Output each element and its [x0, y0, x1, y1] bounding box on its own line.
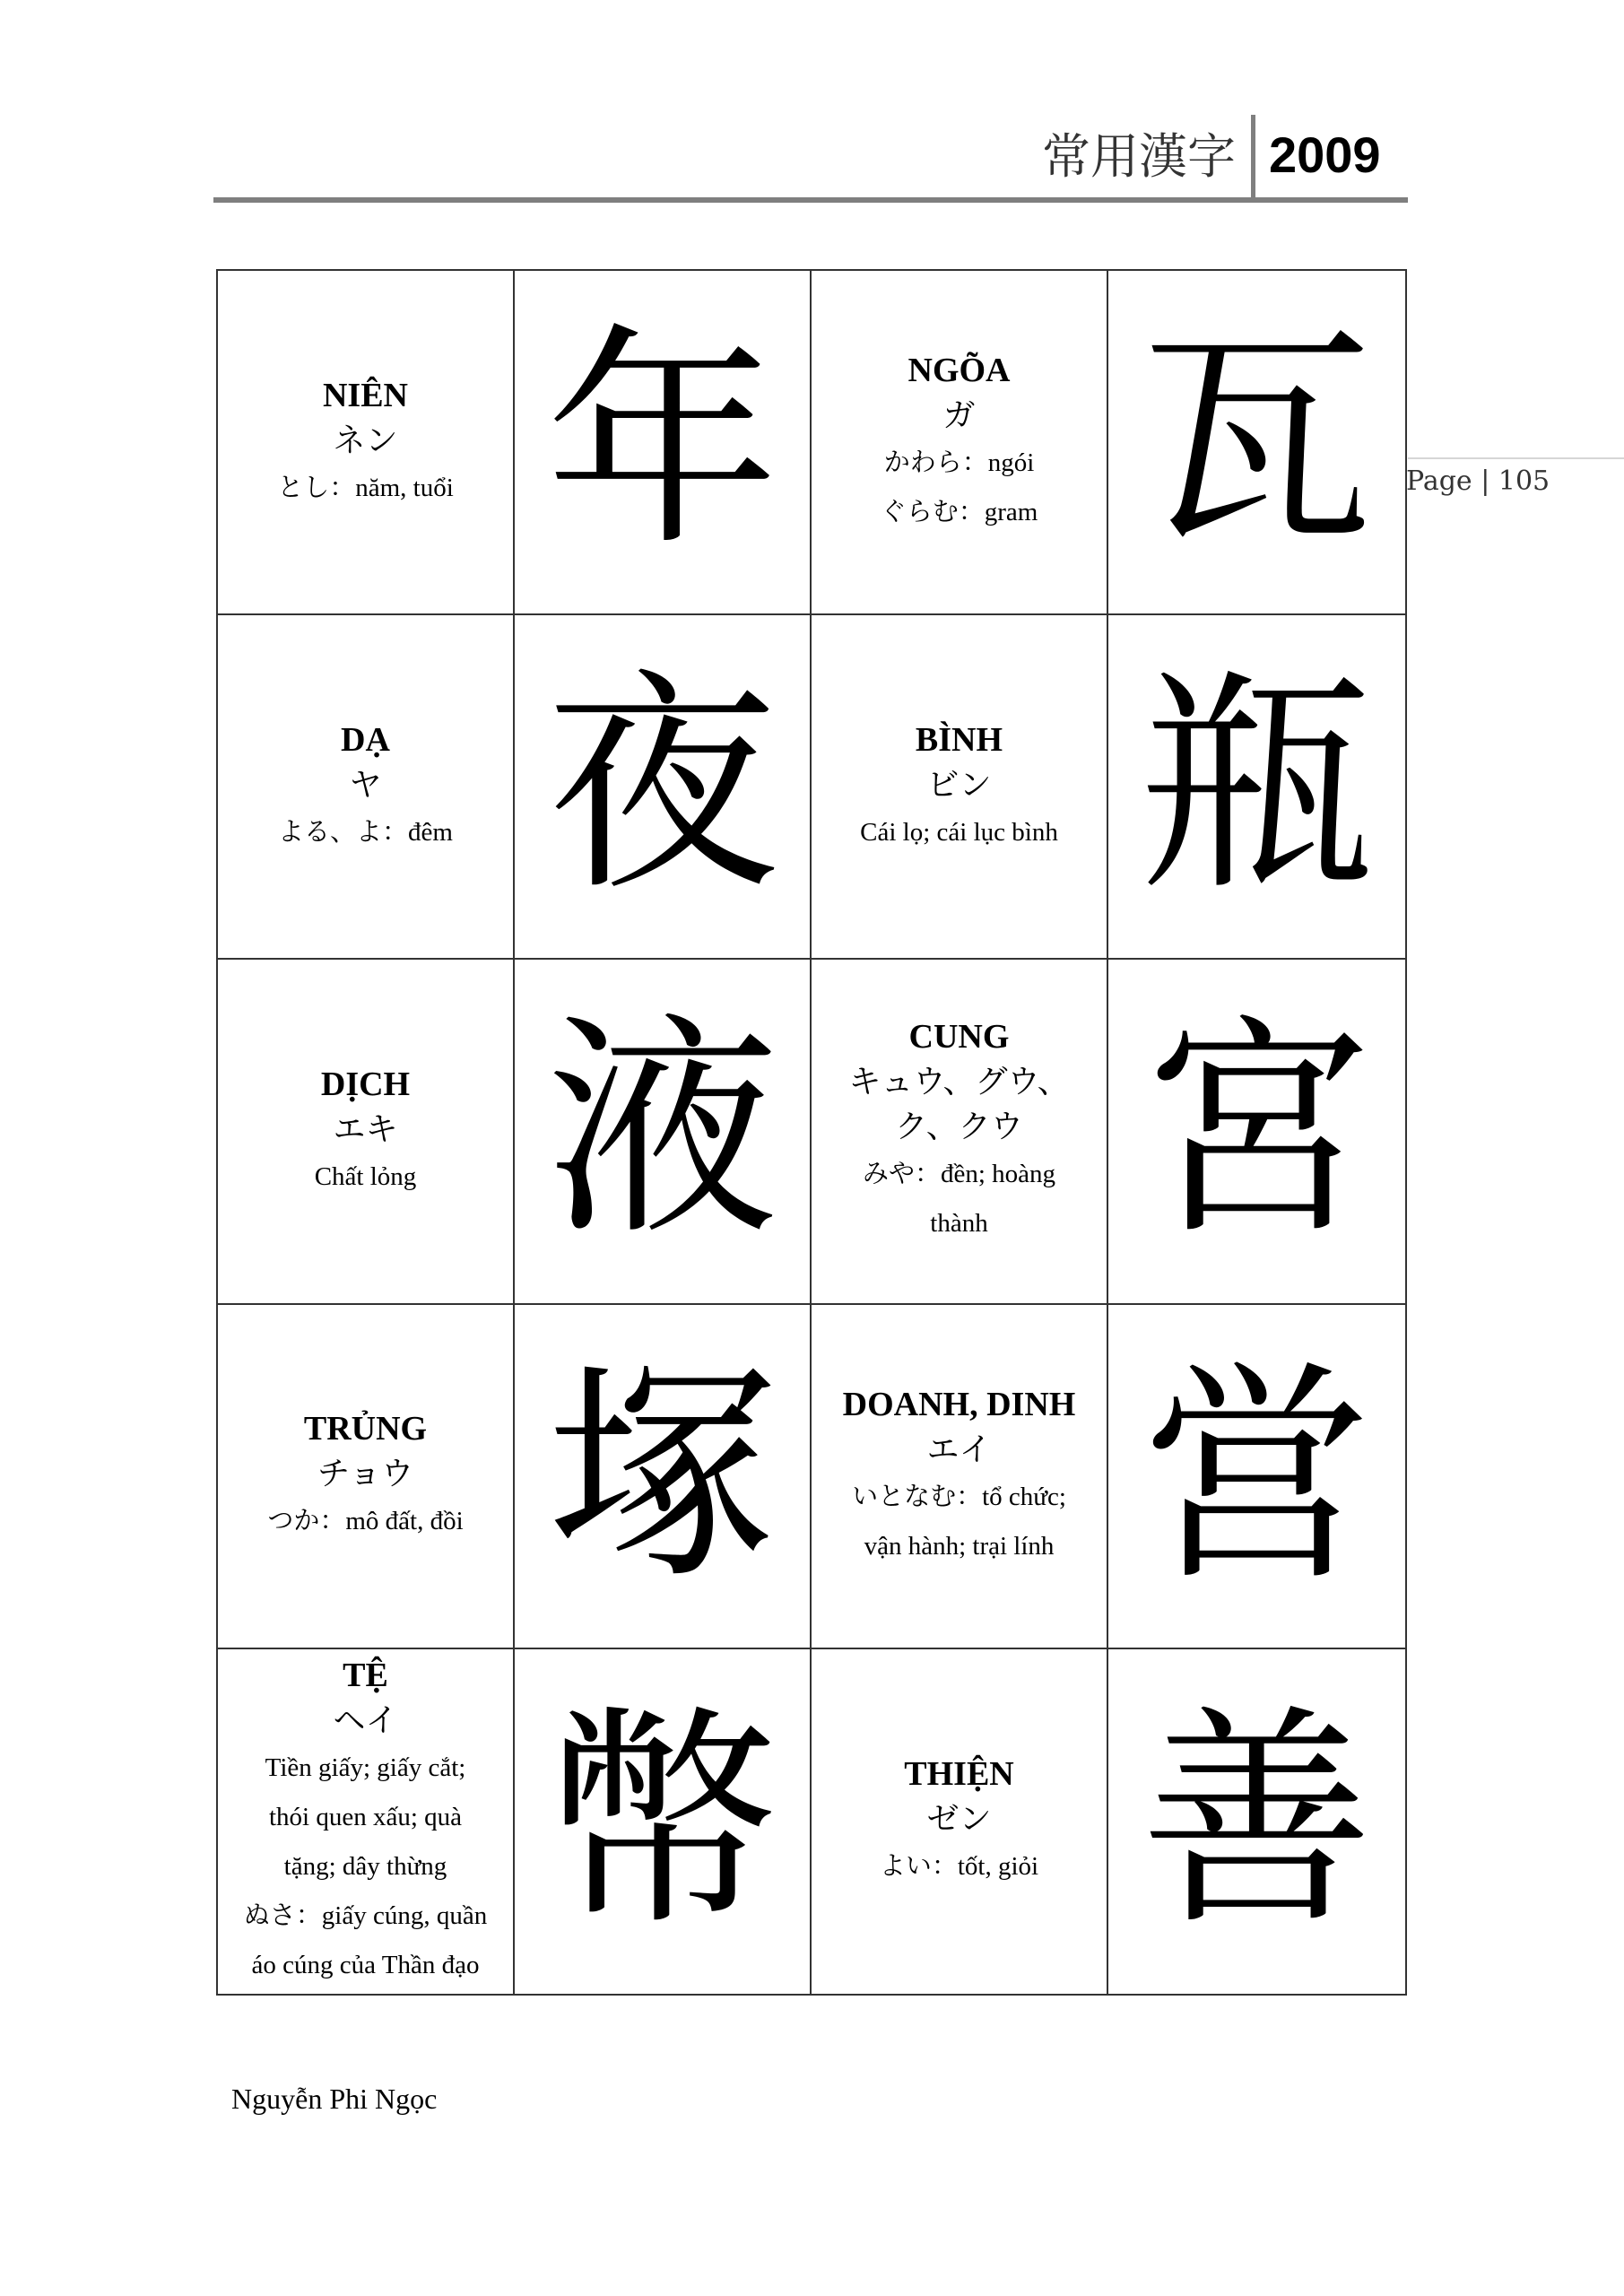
card-kana: ビン [926, 766, 992, 804]
card-kanji: 宮 [1140, 996, 1374, 1267]
card-info [812, 271, 1108, 615]
card-name: DỊCH [320, 1065, 411, 1103]
header-rule [213, 197, 1408, 203]
card-name: NGÕA [908, 352, 1011, 390]
card-name: BÌNH [915, 720, 1003, 759]
card-kanji-cell [1108, 960, 1405, 1304]
card-info [812, 615, 1108, 960]
card-kana: チョウ [317, 1456, 413, 1493]
card-kanji: 瓶 [1140, 651, 1374, 923]
card-info [218, 1305, 515, 1649]
card-kana: キュウ、グウ、ク、クウ [848, 1064, 1070, 1146]
footer-author: Nguyễn Phi Ngọc [231, 2083, 438, 2115]
card-kanji: 液 [545, 996, 779, 1267]
card-kanji-cell [515, 271, 812, 615]
card-meaning-line: ぬさ：giấy cúng, quần [243, 1901, 488, 1931]
card-meaning-line: みや：đền; hoàng [862, 1160, 1056, 1189]
card-meaning-line: とし：năm, tuổi [277, 473, 454, 502]
card-kana: ゼン [926, 1801, 992, 1839]
card-meaning-line: Cái lọ; cái lục bình [860, 817, 1058, 847]
card-meaning-line: かわら：ngói [883, 448, 1035, 478]
card-meaning-line: áo cúng của Thần đạo [251, 1951, 480, 1980]
card-name: CUNG [908, 1018, 1010, 1057]
card-info [812, 960, 1108, 1304]
card-info [218, 271, 515, 615]
card-kanji-cell [1108, 271, 1405, 615]
card-info [218, 1649, 515, 1994]
card-kana: ヘイ [333, 1702, 398, 1740]
card-info [218, 615, 515, 960]
card-kana: ヤ [349, 766, 382, 804]
card-kanji-cell [1108, 615, 1405, 960]
card-kanji-cell [1108, 1305, 1405, 1649]
card-meaning-line: Tiền giấy; giấy cắt; [265, 1753, 466, 1783]
card-info [812, 1649, 1108, 1994]
card-kanji-cell [1108, 1649, 1405, 1994]
card-name: TRỦNG [303, 1410, 428, 1448]
card-meaning-line: よい：tốt, giỏi [879, 1852, 1039, 1882]
header-title: 常用漢字 [1042, 128, 1236, 185]
card-meaning-line: Chất lỏng [314, 1161, 417, 1191]
card-kanji: 年 [545, 307, 779, 578]
card-meaning-line: thành [930, 1209, 988, 1239]
card-meaning-line: thói quen xấu; quà [268, 1803, 463, 1832]
card-meaning-line: つか：mô đất, đồi [267, 1507, 464, 1536]
card-kanji: 営 [1140, 1340, 1374, 1612]
card-info [218, 960, 515, 1304]
card-name: NIÊN [322, 376, 408, 414]
card-kanji: 塚 [545, 1340, 779, 1612]
card-kanji-cell [515, 1305, 812, 1649]
card-name: DẠ [341, 720, 390, 759]
page-number: Page | 105 [1406, 465, 1550, 497]
card-name: THIỆN [904, 1755, 1014, 1794]
card-kanji-cell [515, 960, 812, 1304]
card-kanji: 善 [1140, 1685, 1374, 1957]
card-name: TỆ [343, 1657, 388, 1695]
card-info [812, 1305, 1108, 1649]
card-kana: ネン [333, 422, 398, 459]
header-year: 2009 [1269, 126, 1381, 183]
page-label-line [1408, 457, 1624, 459]
card-meaning-line: ぐらむ：gram [880, 498, 1038, 527]
card-kanji-cell [515, 1649, 812, 1994]
card-meaning-line: いとなむ：tổ chức; [852, 1482, 1066, 1511]
card-kana: ガ [942, 397, 976, 435]
card-meaning-line: tặng; dây thừng [283, 1852, 447, 1882]
card-kana: エキ [333, 1110, 398, 1148]
card-meaning-line: vận hành; trại lính [864, 1531, 1055, 1561]
header-divider [1251, 115, 1255, 201]
card-kanji: 幣 [545, 1685, 779, 1957]
card-meaning-line: よる、よ：đêm [278, 817, 453, 847]
kanji-grid [216, 269, 1407, 1996]
card-kanji-cell [515, 615, 812, 960]
card-kanji: 夜 [545, 651, 779, 923]
card-kana: エイ [926, 1431, 992, 1468]
card-kanji: 瓦 [1140, 307, 1374, 578]
card-name: DOANH, DINH [842, 1385, 1076, 1423]
